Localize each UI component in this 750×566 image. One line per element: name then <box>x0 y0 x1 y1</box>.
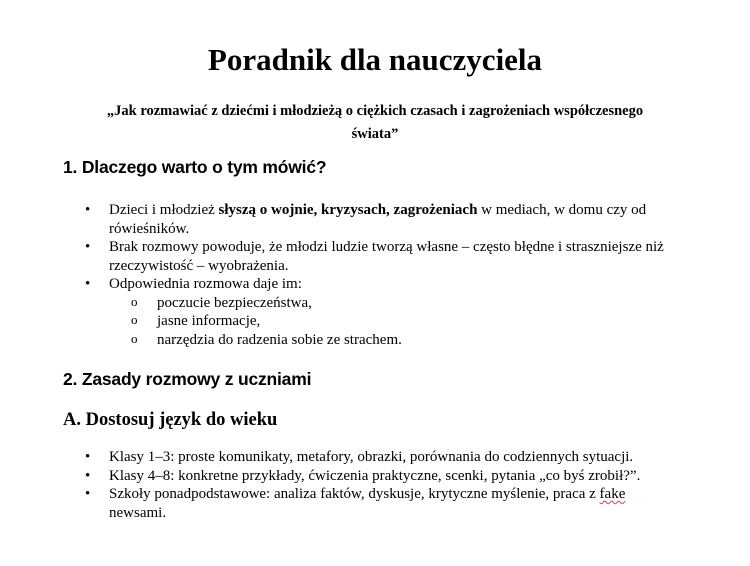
list-item-text: Odpowiednia rozmowa daje im: <box>109 276 302 292</box>
text-segment: newsami. <box>109 504 167 521</box>
subtitle-line-2: świata” <box>351 126 399 142</box>
section-2-list <box>109 448 684 522</box>
bold-text: słyszą o wojnie, kryzysach, zagrożeniach <box>218 202 478 218</box>
section-2a-heading: A. Dostosuj język do wieku <box>63 410 278 430</box>
sub-list-item: o poczucie bezpieczeństwa, <box>157 294 684 313</box>
section-1-list <box>109 201 684 349</box>
section-1-heading: 1. Dlaczego warto o tym mówić? <box>63 157 327 177</box>
spellcheck-flagged-word: fake <box>599 486 626 502</box>
sub-list-item: o jasne informacje, <box>157 312 684 331</box>
sub-list <box>109 294 684 350</box>
list-item: • Klasy 1–3: proste komunikaty, metafory, obrazki, porównania do codziennych sytuacji. <box>109 448 684 467</box>
sub-list-item: o narzędzia do radzenia sobie ze strachem. <box>157 331 684 350</box>
document-subtitle <box>40 100 710 146</box>
text-segment: Dzieci i młodzież <box>109 202 219 218</box>
document-title: Poradnik dla nauczyciela <box>207 42 543 77</box>
list-item <box>109 275 684 349</box>
list-item <box>109 201 684 238</box>
text-segment: Szkoły ponadpodstawowe: analiza faktów, dyskusje, krytyczne myślenie, praca z <box>109 486 600 502</box>
list-item: • Brak rozmowy powoduje, że młodzi ludzie tworzą własne – często błędne i straszniejsze niż rzeczywistość – wyobrażenia. <box>109 238 684 275</box>
subtitle-line-1: „Jak rozmawiać z dziećmi i młodzieżą o ciężkich czasach i zagrożeniach współczesnego <box>106 103 644 119</box>
list-item <box>109 485 684 522</box>
section-2-heading: 2. Zasady rozmowy z uczniami <box>63 369 312 389</box>
text-segment: w mediach, w domu czy od rówieśników. <box>109 202 647 237</box>
list-item: • Klasy 4–8: konkretne przykłady, ćwiczenia praktyczne, scenki, pytania „co byś zrobił?”. <box>109 467 684 486</box>
